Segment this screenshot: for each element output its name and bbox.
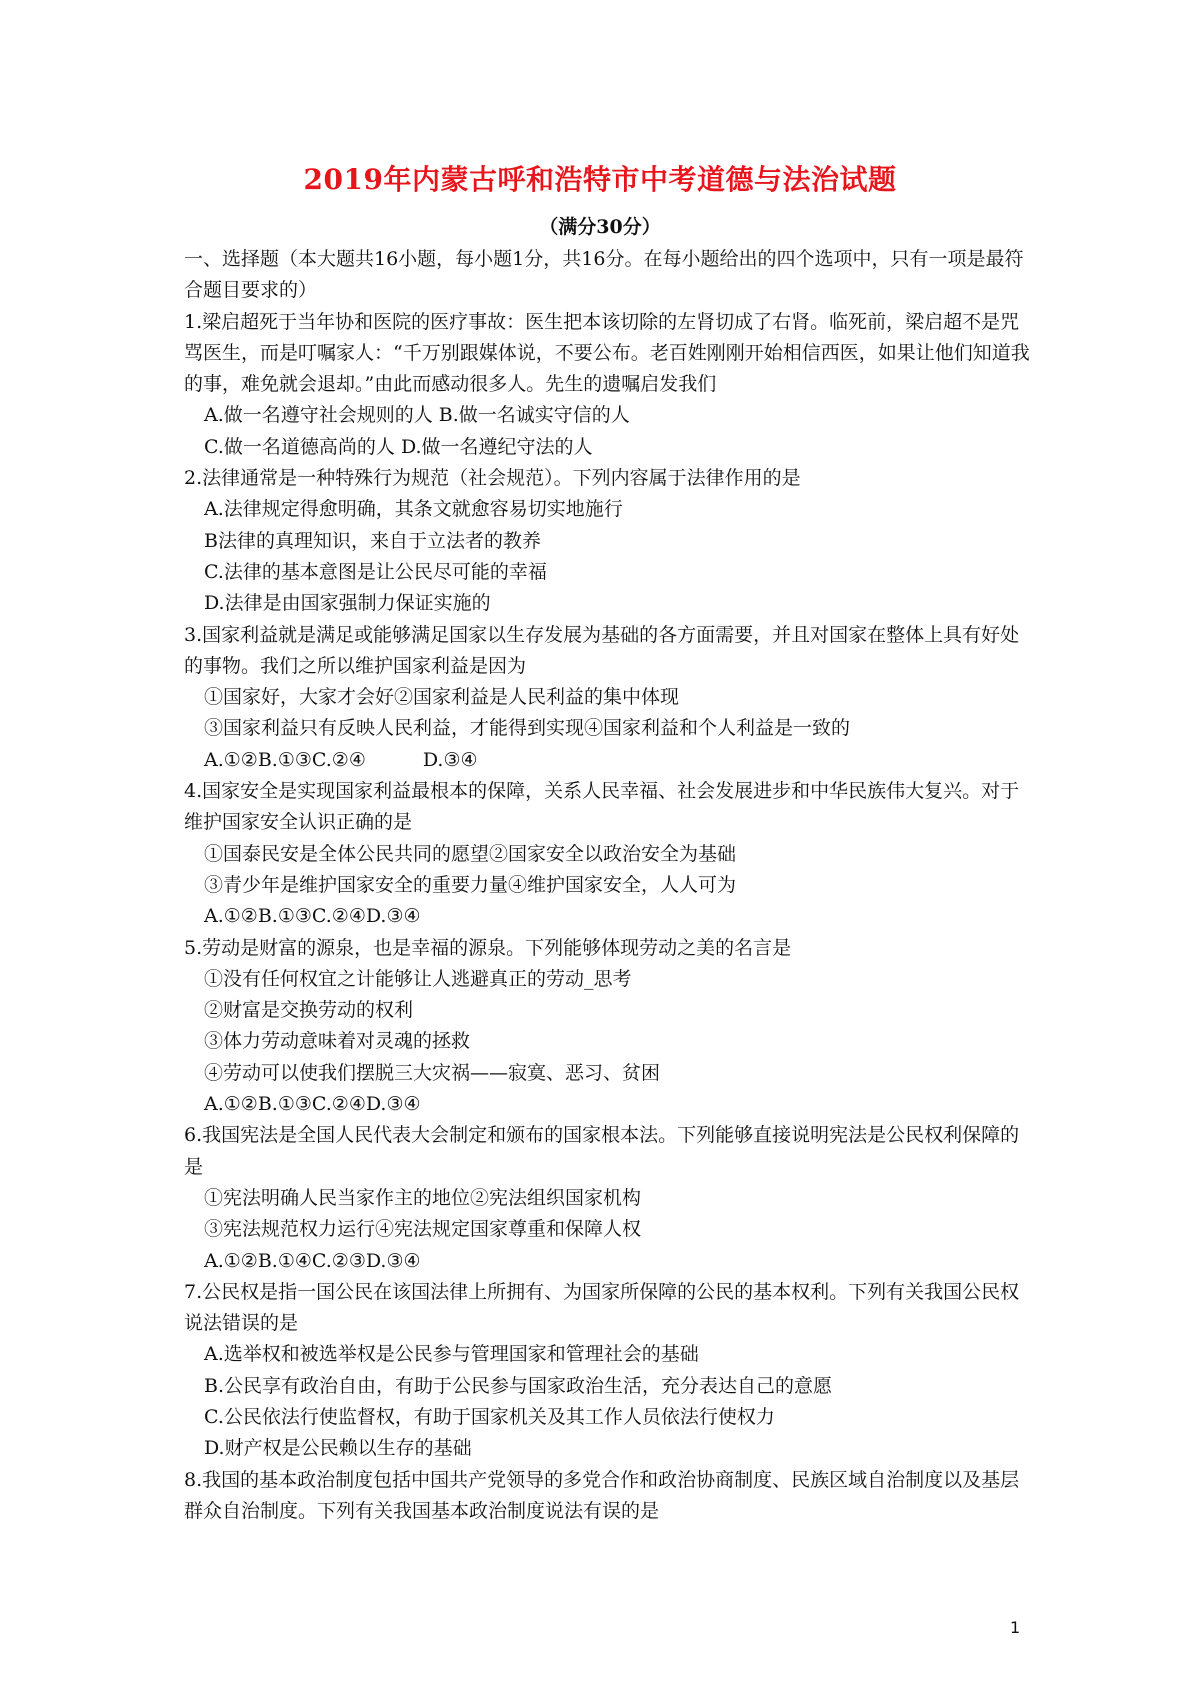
question-7-option-c: C.公民依法行使监督权，有助于国家机关及其工作人员依法行使权力 <box>204 1405 775 1428</box>
question-8-stem: 8.我国的基本政治制度包括中国共产党领导的多党合作和政治协商制度、民族区域自治制度以及基层群众自治制度。下列有关我国基本政治制度说法有误的是 <box>184 1468 1020 1522</box>
question-6-statements-34: ③宪法规范权力运行④宪法规定国家尊重和保障人权 <box>204 1218 642 1241</box>
question-4-options: A.①②B.①③C.②④D.③④ <box>204 905 421 928</box>
question-5-statement-1: ①没有任何权宜之计能够让人逃避真正的劳动_思考 <box>204 967 632 990</box>
exam-body <box>184 244 1034 1527</box>
question-5-statement-4: ④劳动可以使我们摆脱三大灾祸——寂寞、恶习、贫困 <box>204 1061 661 1084</box>
question-3-stem: 3.国家利益就是满足或能够满足国家以生存发展为基础的各方面需要，并且对国家在整体上具有好处的事物。我们之所以维护国家利益是因为 <box>184 623 1020 677</box>
question-2-option-d: D.法律是由国家强制力保证实施的 <box>204 592 491 615</box>
question-5-statement-3: ③体力劳动意味着对灵魂的拯救 <box>204 1030 471 1053</box>
question-2-option-b: B法律的真理知识，来自于立法者的教养 <box>204 529 541 552</box>
question-5-statement-2: ②财富是交换劳动的权利 <box>204 999 414 1022</box>
section-heading: 一、选择题（本大题共16小题，每小题1分，共16分。在每小题给出的四个选项中，只有一项是最符合题目要求的） <box>184 248 1024 302</box>
question-3-options: A.①②B.①③C.②④ D.③④ <box>204 748 478 771</box>
page-title: 2019年内蒙古呼和浩特市中考道德与法治试题 <box>303 163 897 196</box>
question-7-stem: 7.公民权是指一国公民在该国法律上所拥有、为国家所保障的公民的基本权利。下列有关我国公民权说法错误的是 <box>184 1280 1020 1335</box>
question-1-options-cd: C.做一名道德高尚的人 D.做一名遵纪守法的人 <box>204 435 593 458</box>
question-4-stem: 4.国家安全是实现国家利益最根本的保障，关系人民幸福、社会发展进步和中华民族伟大复兴。对于维护国家安全认识正确的是 <box>184 780 1020 834</box>
question-5-options: A.①②B.①③C.②④D.③④ <box>204 1093 421 1116</box>
question-1-stem: 1.梁启超死于当年协和医院的医疗事故：医生把本该切除的左肾切成了右肾。临死前，梁启超不是咒骂医生，而是叮嘱家人：“千万别跟媒体说，不要公布。老百姓刚刚开始相信西医，如果让他们知道我的事，难免就会退却。”由此而感动很多人。先生的遗嘱启发我们 <box>184 310 1030 396</box>
question-6-statements-12: ①宪法明确人民当家作主的地位②宪法组织国家机构 <box>204 1186 642 1209</box>
question-2-option-c: C.法律的基本意图是让公民尽可能的幸福 <box>204 560 547 583</box>
question-7-option-a: A.选举权和被选举权是公民参与管理国家和管理社会的基础 <box>204 1343 699 1366</box>
question-4-statements-34: ③青少年是维护国家安全的重要力量④维护国家安全，人人可为 <box>204 873 737 896</box>
question-5-stem: 5.劳动是财富的源泉，也是幸福的源泉。下列能够体现劳动之美的名言是 <box>184 936 792 959</box>
question-2-option-a: A.法律规定得愈明确，其条文就愈容易切实地施行 <box>204 498 623 521</box>
score-note: （满分30分） <box>539 216 661 238</box>
question-7-option-b: B.公民享有政治自由，有助于公民参与国家政治生活，充分表达自己的意愿 <box>204 1374 833 1397</box>
question-1-options-ab: A.做一名遵守社会规则的人 B.做一名诚实守信的人 <box>204 404 630 427</box>
question-7-option-d: D.财产权是公民赖以生存的基础 <box>204 1437 472 1460</box>
question-3-statements-12: ①国家好，大家才会好②国家利益是人民利益的集中体现 <box>204 686 680 709</box>
question-6-stem: 6.我国宪法是全国人民代表大会制定和颁布的国家根本法。下列能够直接说明宪法是公民权利保障的是 <box>184 1124 1020 1178</box>
page-number: 1 <box>1010 1618 1021 1637</box>
question-2-stem: 2.法律通常是一种特殊行为规范（社会规范）。下列内容属于法律作用的是 <box>184 467 801 490</box>
question-6-options: A.①②B.①④C.②③D.③④ <box>204 1249 421 1272</box>
question-3-statements-34: ③国家利益只有反映人民利益，才能得到实现④国家利益和个人利益是一致的 <box>204 717 851 740</box>
question-4-statements-12: ①国泰民安是全体公民共同的愿望②国家安全以政治安全为基础 <box>204 842 737 865</box>
